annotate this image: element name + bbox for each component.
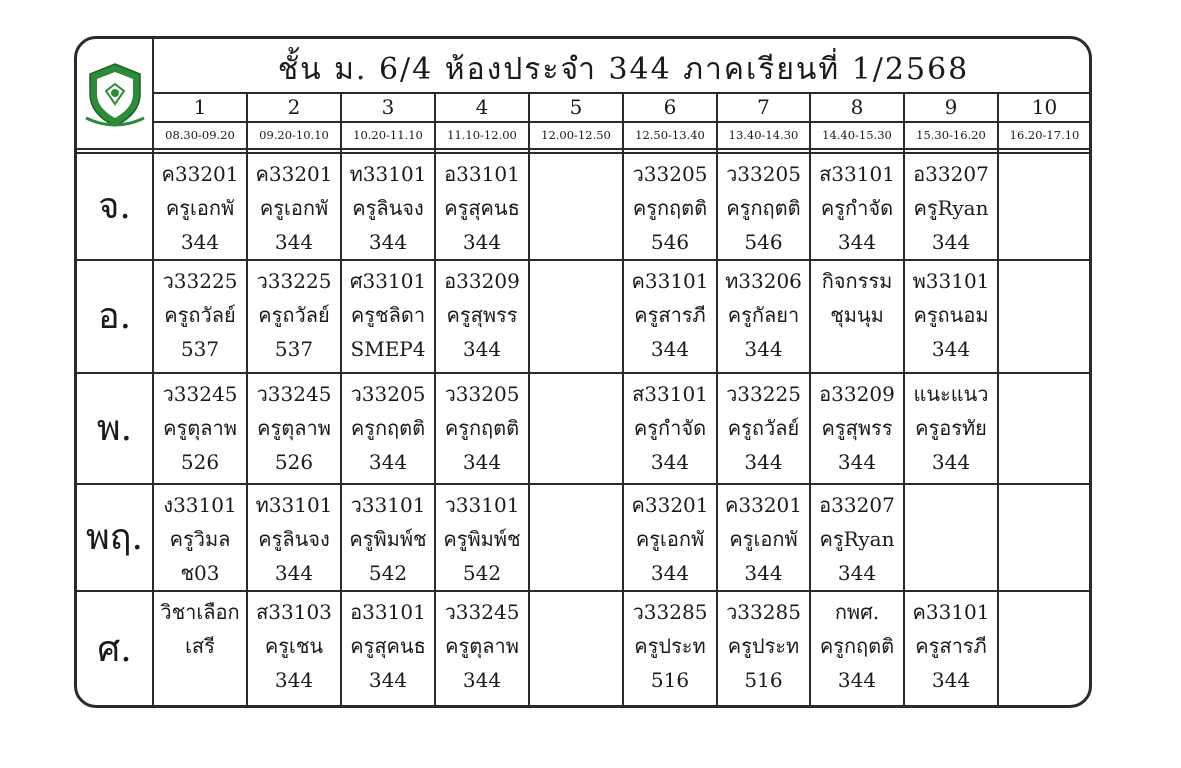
schedule-cell <box>341 157 435 259</box>
schedule-cell <box>623 377 717 479</box>
room-number: SMEP4 <box>350 337 426 361</box>
course-code: ว33225 <box>726 382 801 406</box>
room-number: 344 <box>650 450 690 474</box>
teacher-name: ครูกำจัด <box>633 416 707 440</box>
teacher-name: ครูกฤตติ <box>819 634 895 658</box>
teacher-name: ครูประท <box>727 634 800 658</box>
day-label: จ. <box>98 186 131 227</box>
course-code <box>529 377 623 411</box>
room-number: 344 <box>650 337 690 361</box>
course-code: ว33205 <box>632 162 708 186</box>
schedule-cell <box>810 157 904 259</box>
course-code: ว33245 <box>256 382 332 406</box>
course-code: ค33201 <box>631 493 709 517</box>
schedule-cell <box>153 595 247 697</box>
course-code: แนะแนว <box>913 382 989 406</box>
period-time: 11.10-12.00 <box>447 128 517 142</box>
schedule-cell <box>153 264 247 366</box>
room-number: 344 <box>274 668 314 692</box>
period-number: 1 <box>193 95 207 119</box>
schedule-cell <box>529 157 623 259</box>
room-number: 344 <box>931 668 971 692</box>
schedule-cell <box>810 595 904 697</box>
teacher-name <box>529 411 623 445</box>
teacher-name <box>998 629 1091 663</box>
schedule-cell <box>904 264 998 366</box>
schedule-cell <box>435 377 529 479</box>
teacher-name: ครูลินจง <box>258 527 330 551</box>
course-code: อ33101 <box>350 600 426 624</box>
schedule-cell <box>623 157 717 259</box>
teacher-name: ครูตุลาพ <box>257 416 331 440</box>
schedule-cell <box>998 264 1091 366</box>
schedule-cell <box>341 488 435 590</box>
teacher-name: ครูสารภี <box>915 634 987 658</box>
schedule-cell <box>623 488 717 590</box>
teacher-name <box>529 522 623 556</box>
room-number: 344 <box>931 230 971 254</box>
teacher-name: ครูกฤตติ <box>350 416 426 440</box>
course-code <box>998 488 1091 522</box>
course-code: วิชาเลือก <box>160 600 240 624</box>
schedule-cell <box>247 377 341 479</box>
course-code <box>998 595 1091 629</box>
room-number: 537 <box>274 337 314 361</box>
period-number: 5 <box>569 95 583 119</box>
room-number: 344 <box>368 230 408 254</box>
period-time: 12.50-13.40 <box>635 128 705 142</box>
schedule-cell <box>810 264 904 366</box>
teacher-name: ครูกฤตติ <box>726 196 801 220</box>
course-code <box>998 377 1091 411</box>
teacher-name: ครูสุพรร <box>446 303 518 327</box>
teacher-name <box>998 411 1091 445</box>
room-number <box>153 663 247 697</box>
period-time: 10.20-11.10 <box>353 128 423 142</box>
schedule-cell <box>247 264 341 366</box>
teacher-name: ครูตุลาพ <box>163 416 237 440</box>
course-code: อ33101 <box>444 162 520 186</box>
course-code: ค33101 <box>912 600 990 624</box>
course-code <box>998 264 1091 298</box>
course-code: ว33285 <box>632 600 708 624</box>
schedule-cell <box>717 264 810 366</box>
teacher-name: ครูพิมพ์ช <box>443 527 521 551</box>
course-code: ค33201 <box>161 162 239 186</box>
schedule-cell <box>623 595 717 697</box>
schedule-cell <box>529 595 623 697</box>
teacher-name: ครูสุพรร <box>821 416 893 440</box>
room-number: 526 <box>180 450 220 474</box>
period-time: 14.40-15.30 <box>822 128 892 142</box>
course-code <box>998 157 1091 191</box>
course-code: พ33101 <box>912 269 990 293</box>
grid-line <box>76 259 1091 261</box>
room-number: 546 <box>744 230 783 254</box>
room-number: 344 <box>931 450 971 474</box>
room-number: 344 <box>837 668 877 692</box>
schedule-cell <box>717 595 810 697</box>
grid-line <box>76 590 1091 592</box>
period-number: 8 <box>850 95 864 119</box>
room-number: 516 <box>744 668 783 692</box>
course-code: ค33201 <box>255 162 333 186</box>
schedule-cell <box>998 488 1091 590</box>
teacher-name: ครูกำจัด <box>820 196 894 220</box>
course-code: อ33207 <box>913 162 989 186</box>
course-code: ว33101 <box>444 493 520 517</box>
course-code: ว33225 <box>256 269 332 293</box>
course-code: ง33101 <box>163 493 237 517</box>
teacher-name <box>529 191 623 225</box>
teacher-name: ครูถวัลย์ <box>258 303 330 327</box>
teacher-name <box>998 298 1091 332</box>
teacher-name <box>998 191 1091 225</box>
schedule-cell <box>529 377 623 479</box>
room-number: 344 <box>837 561 877 585</box>
room-number <box>529 556 623 590</box>
room-number: 546 <box>650 230 690 254</box>
schedule-cell <box>341 595 435 697</box>
schedule-cell <box>435 595 529 697</box>
room-number: 344 <box>368 668 408 692</box>
teacher-name: ครูถนอม <box>913 303 989 327</box>
room-number <box>998 445 1091 479</box>
schedule-cell <box>904 595 998 697</box>
course-code: ส33101 <box>632 382 708 406</box>
schedule-cell <box>341 264 435 366</box>
teacher-name: ครูวิมล <box>169 527 231 551</box>
course-code: กิจกรรม <box>821 269 893 293</box>
grid-line <box>76 148 1091 154</box>
room-number: 344 <box>931 337 971 361</box>
teacher-name: ครูถวัลย์ <box>164 303 236 327</box>
schedule-cell <box>717 488 810 590</box>
room-number <box>810 332 904 366</box>
room-number: 344 <box>837 230 877 254</box>
schedule-cell <box>435 157 529 259</box>
schedule-cell <box>998 157 1091 259</box>
room-number <box>529 332 623 366</box>
course-code: ศ33101 <box>349 269 427 293</box>
course-code: ว33245 <box>444 600 520 624</box>
room-number <box>529 225 623 259</box>
teacher-name <box>529 629 623 663</box>
course-code: อ33207 <box>819 493 895 517</box>
teacher-name: ครูRyan <box>913 196 989 220</box>
schedule-cell <box>153 157 247 259</box>
room-number: 344 <box>462 337 502 361</box>
schedule-cell <box>998 377 1091 479</box>
room-number: 344 <box>744 450 783 474</box>
room-number <box>529 663 623 697</box>
teacher-name: ครูประท <box>634 634 706 658</box>
schedule-cell <box>810 377 904 479</box>
period-number: 7 <box>757 95 770 119</box>
teacher-name <box>529 298 623 332</box>
teacher-name: ครูสุคนธ <box>444 196 520 220</box>
course-code: ค33101 <box>631 269 709 293</box>
schedule-cell <box>247 157 341 259</box>
teacher-name: ครูลินจง <box>352 196 424 220</box>
schedule-cell <box>435 488 529 590</box>
course-code <box>529 157 623 191</box>
teacher-name: ครูเอกพั <box>729 527 798 551</box>
teacher-name: ครูกฤตติ <box>444 416 520 440</box>
room-number: 344 <box>462 230 502 254</box>
teacher-name: ครูกัลยา <box>727 303 800 327</box>
period-time: 09.20-10.10 <box>259 128 329 142</box>
schedule-cell <box>904 157 998 259</box>
day-label: พฤ. <box>86 517 143 558</box>
room-number: 542 <box>462 561 502 585</box>
course-code <box>529 595 623 629</box>
schedule-cell <box>904 377 998 479</box>
course-code: อ33209 <box>819 382 895 406</box>
period-number: 9 <box>944 95 958 119</box>
schedule-cell <box>247 488 341 590</box>
day-label: อ. <box>97 296 132 337</box>
period-time: 08.30-09.20 <box>165 128 235 142</box>
teacher-name: ครูถวัลย์ <box>727 416 800 440</box>
grid-line <box>76 372 1091 374</box>
schedule-cell <box>810 488 904 590</box>
teacher-name: ครูตุลาพ <box>445 634 519 658</box>
teacher-name: ครูพิมพ์ช <box>349 527 427 551</box>
teacher-name: ครูเชน <box>264 634 324 658</box>
course-code: ว33245 <box>162 382 238 406</box>
period-number: 3 <box>381 95 395 119</box>
period-number: 2 <box>287 95 301 119</box>
day-label: ศ. <box>97 629 132 670</box>
room-number: 526 <box>274 450 314 474</box>
room-number: 344 <box>650 561 690 585</box>
room-number <box>998 663 1091 697</box>
course-code <box>529 488 623 522</box>
teacher-name: ครูอรทัย <box>915 416 987 440</box>
room-number <box>529 445 623 479</box>
teacher-name: ชุมนุม <box>830 303 884 327</box>
room-number: 344 <box>744 561 783 585</box>
course-code: กพศ. <box>834 600 880 624</box>
schedule-cell <box>998 595 1091 697</box>
room-number: 344 <box>274 230 314 254</box>
course-code: ว33205 <box>726 162 801 186</box>
course-code: ว33285 <box>726 600 801 624</box>
course-code: ส33101 <box>819 162 895 186</box>
schedule-cell <box>341 377 435 479</box>
period-time: 13.40-14.30 <box>728 128 799 142</box>
school-emblem-icon <box>82 60 148 130</box>
period-time: 15.30-16.20 <box>916 128 986 142</box>
grid-line <box>76 483 1091 485</box>
course-code: ว33101 <box>350 493 426 517</box>
course-code: อ33209 <box>444 269 520 293</box>
teacher-name <box>904 522 998 556</box>
schedule-cell <box>717 157 810 259</box>
period-time: 12.00-12.50 <box>541 128 611 142</box>
course-code: ว33205 <box>350 382 426 406</box>
room-number: 344 <box>180 230 220 254</box>
teacher-name: เสรี <box>185 634 215 658</box>
teacher-name: ครูเอกพั <box>259 196 329 220</box>
room-number <box>998 332 1091 366</box>
schedule-cell <box>435 264 529 366</box>
teacher-name: ครูเอกพั <box>165 196 235 220</box>
room-number: 344 <box>837 450 877 474</box>
period-number: 6 <box>663 95 677 119</box>
room-number: ช03 <box>180 561 220 585</box>
day-label: พ. <box>96 408 133 449</box>
schedule-cell <box>153 377 247 479</box>
room-number: 344 <box>744 337 783 361</box>
room-number: 344 <box>462 450 502 474</box>
room-number <box>998 225 1091 259</box>
teacher-name: ครูสุคนธ <box>350 634 426 658</box>
course-code: ท33101 <box>349 162 427 186</box>
course-code: ท33101 <box>255 493 333 517</box>
room-number: 542 <box>368 561 408 585</box>
course-code: ส33103 <box>256 600 332 624</box>
teacher-name: ครูRyan <box>819 527 895 551</box>
room-number: 344 <box>368 450 408 474</box>
course-code <box>904 488 998 522</box>
teacher-name: ครูสารภี <box>634 303 706 327</box>
schedule-cell <box>623 264 717 366</box>
room-number <box>904 556 998 590</box>
room-number: 537 <box>180 337 220 361</box>
schedule-cell <box>247 595 341 697</box>
teacher-name: ครูเอกพั <box>635 527 705 551</box>
schedule-cell <box>529 264 623 366</box>
schedule-cell <box>153 488 247 590</box>
schedule-cell <box>717 377 810 479</box>
course-code: ว33205 <box>444 382 520 406</box>
room-number: 344 <box>274 561 314 585</box>
teacher-name: ครูชลิดา <box>350 303 426 327</box>
room-number: 516 <box>650 668 690 692</box>
schedule-cell <box>529 488 623 590</box>
period-number: 4 <box>475 95 489 119</box>
schedule-cell <box>904 488 998 590</box>
room-number: 344 <box>462 668 502 692</box>
teacher-name: ครูกฤตติ <box>632 196 708 220</box>
period-time: 16.20-17.10 <box>1009 128 1080 142</box>
period-number: 10 <box>1031 95 1058 119</box>
page-title: ชั้น ม. 6/4 ห้องประจำ 344 ภาคเรียนที่ 1/2568 <box>277 52 970 87</box>
course-code <box>529 264 623 298</box>
course-code: ว33225 <box>162 269 238 293</box>
teacher-name <box>998 522 1091 556</box>
course-code: ค33201 <box>724 493 802 517</box>
room-number <box>998 556 1091 590</box>
course-code: ท33206 <box>725 269 802 293</box>
